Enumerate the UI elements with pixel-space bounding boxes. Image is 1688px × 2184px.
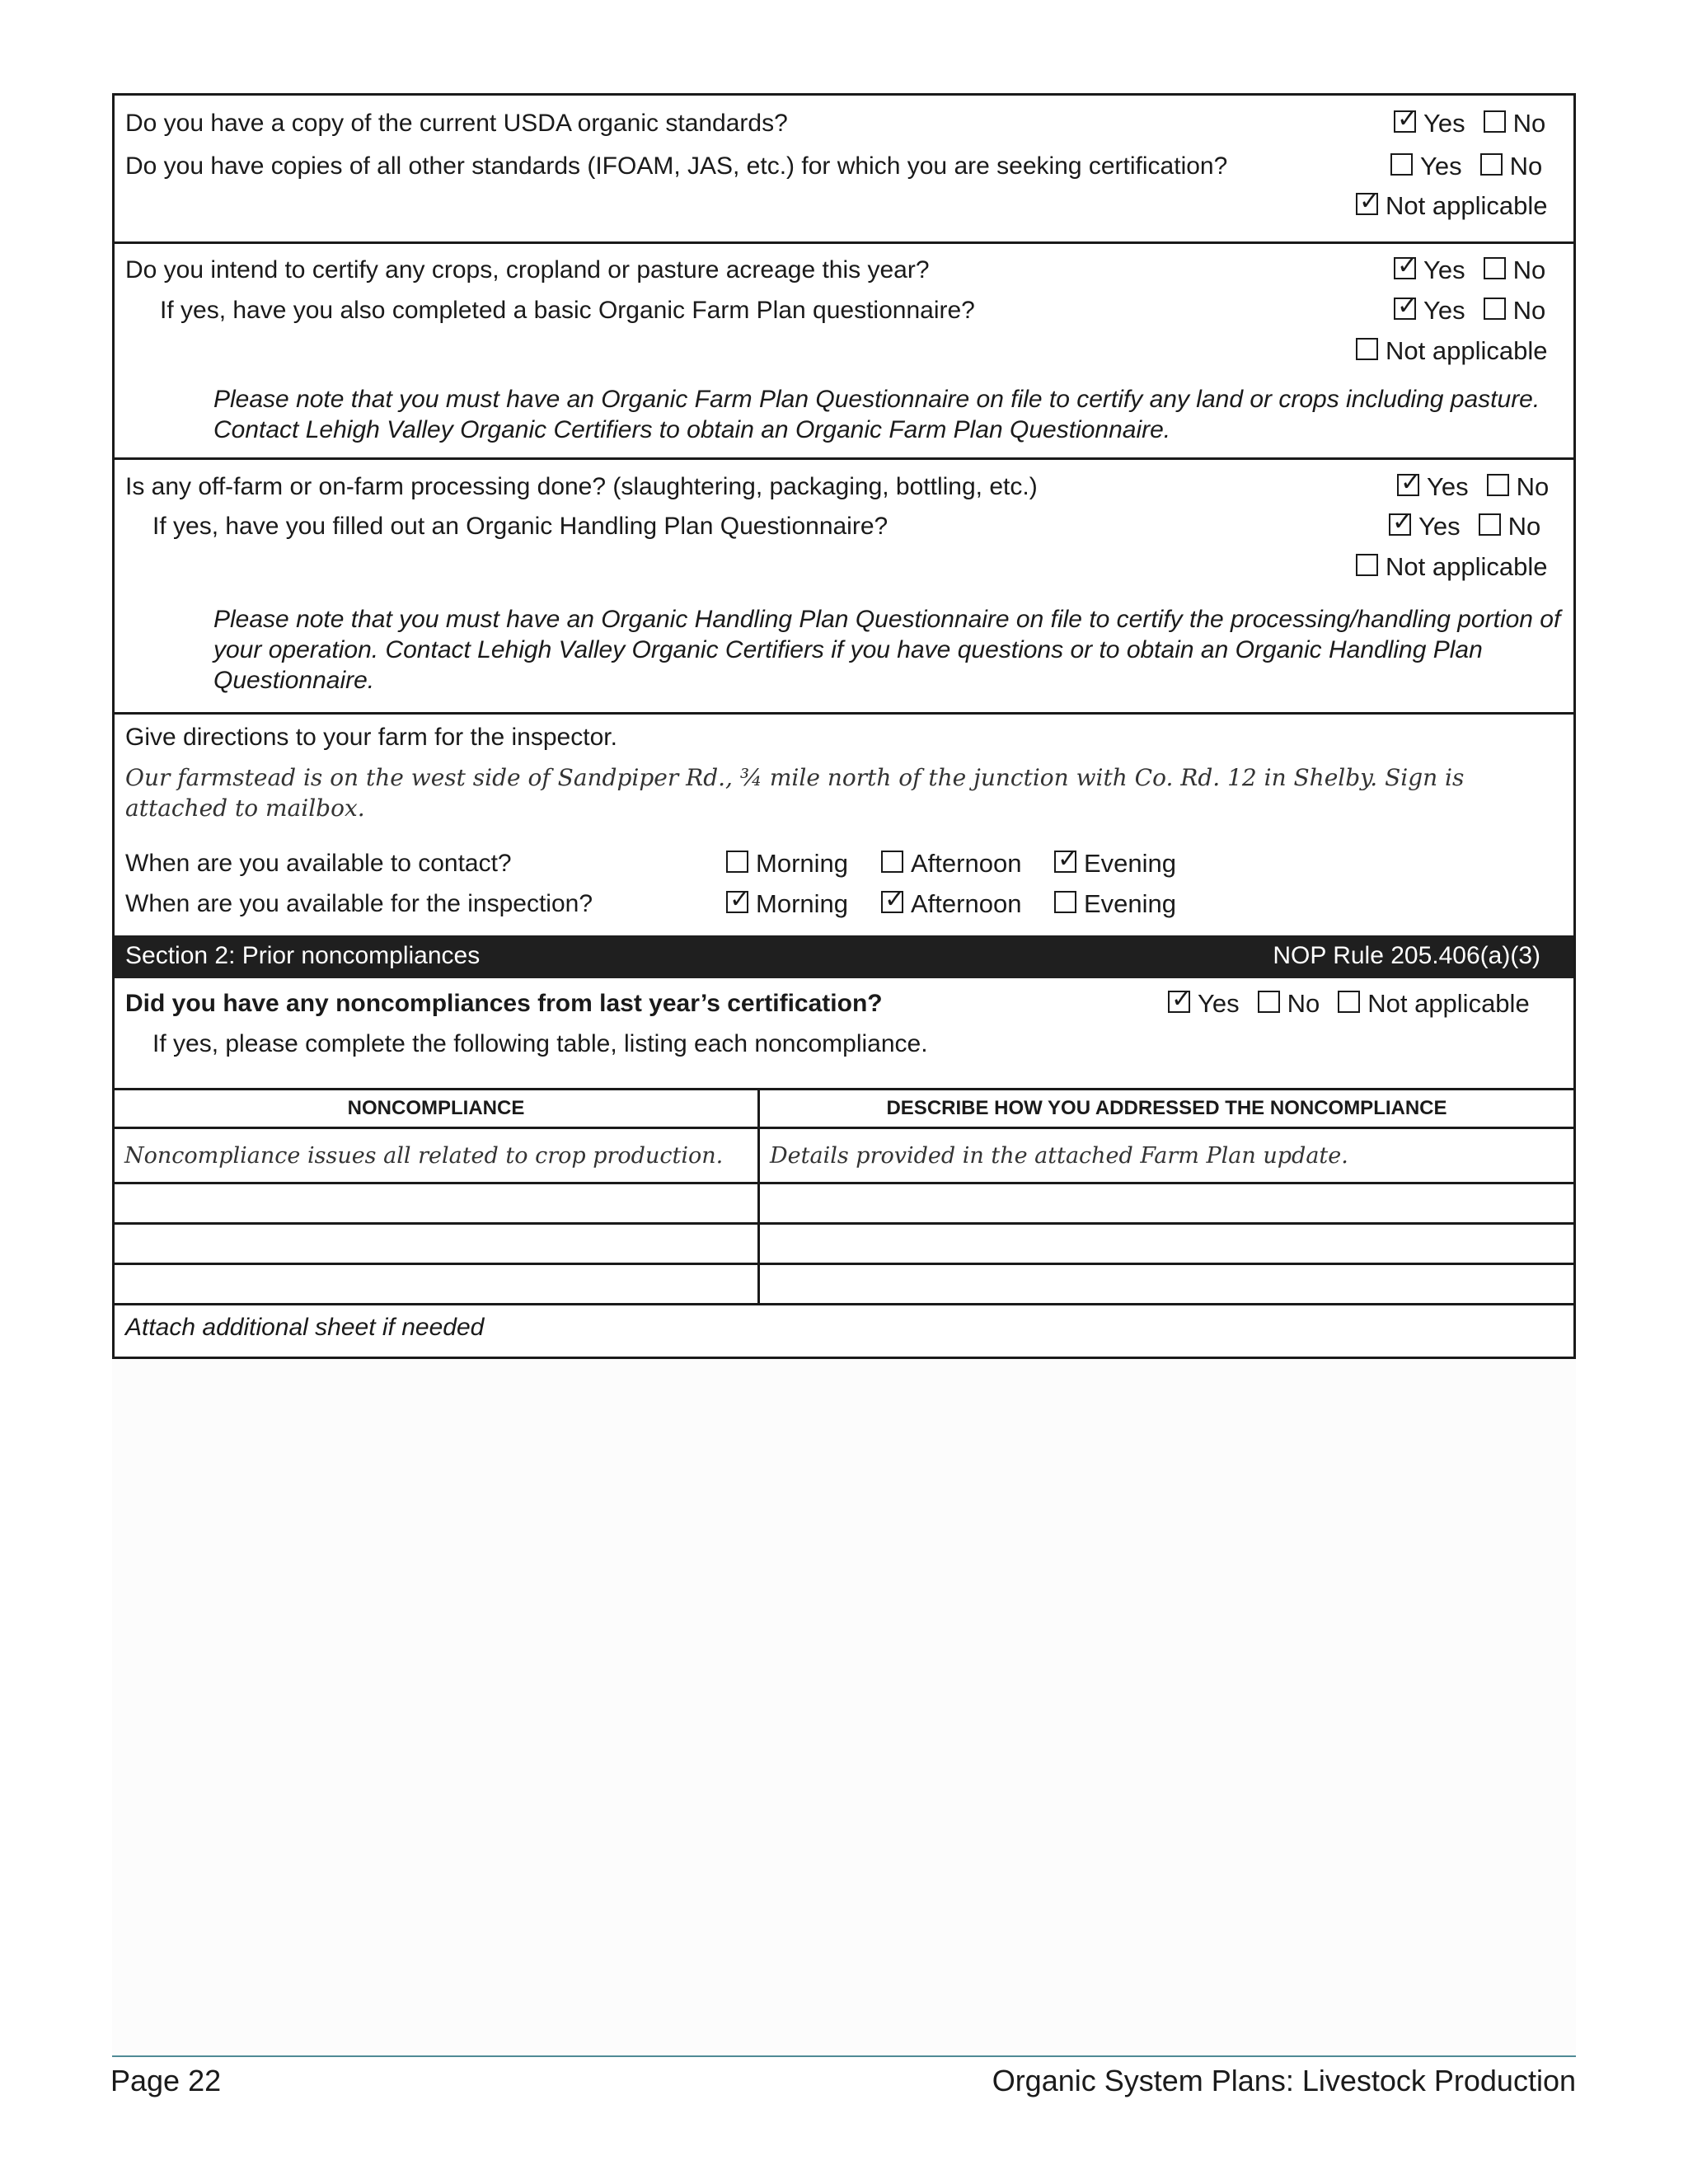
crops-question: Do you intend to certify any crops, cropland or pasture acreage this year? [125, 256, 930, 284]
section-2-header [115, 935, 1573, 978]
processing-question: Is any off-farm or on-farm processing done? (slaughtering, packaging, bottling, etc.) [125, 473, 1038, 500]
contact-availability-label: When are you available to contact? [125, 850, 512, 877]
noncompliance-cell[interactable]: Noncompliance issues all related to crop production. [114, 1128, 759, 1183]
addressed-cell[interactable] [759, 1224, 1575, 1264]
farm-plan-options [1394, 291, 1546, 326]
addressed-cell[interactable] [759, 1183, 1575, 1224]
table-row [114, 1264, 1575, 1305]
handling-yes-option[interactable]: ✓ Yes [1389, 512, 1461, 541]
addressed-column-header: DESCRIBE HOW YOU ADDRESSED THE NONCOMPLIANCE [759, 1090, 1575, 1128]
document-title: Organic System Plans: Livestock Production [992, 2064, 1576, 2097]
footer-rule [112, 2055, 1576, 2057]
inspection-availability-options [726, 884, 1177, 919]
checkbox-checked-icon[interactable]: ✓ [1394, 110, 1416, 133]
checkbox-icon[interactable] [1480, 153, 1503, 176]
contact-afternoon-option[interactable]: Afternoon [881, 849, 1038, 879]
other-na-option[interactable]: ✓ Not applicable [1356, 191, 1547, 221]
checkbox-checked-icon[interactable]: ✓ [881, 891, 903, 913]
table-row [114, 1183, 1575, 1224]
processing-section [115, 460, 1573, 715]
other-yes-option[interactable]: Yes [1390, 152, 1462, 181]
processing-yes-option[interactable]: ✓ Yes [1397, 472, 1469, 502]
nop-rule-reference: NOP Rule 205.406(a)(3) [1273, 942, 1540, 969]
checkbox-icon[interactable] [1054, 891, 1076, 913]
checkbox-checked-icon[interactable]: ✓ [1356, 193, 1378, 215]
directions-label: Give directions to your farm for the inspector. [125, 724, 617, 751]
handling-plan-options [1389, 507, 1541, 541]
contact-evening-option[interactable]: ✓ Evening [1054, 849, 1176, 879]
inspection-afternoon-option[interactable]: ✓ Afternoon [881, 889, 1038, 919]
checkbox-checked-icon[interactable]: ✓ [1168, 991, 1190, 1013]
checkbox-icon[interactable] [1356, 554, 1378, 576]
checkbox-icon[interactable] [1356, 338, 1378, 360]
farm-plan-no-option[interactable]: No [1484, 296, 1546, 326]
checkbox-checked-icon[interactable]: ✓ [1054, 851, 1076, 873]
farm-plan-question: If yes, have you also completed a basic Organic Farm Plan questionnaire? [160, 297, 975, 324]
handling-plan-note: Please note that you must have an Organic Handling Plan Questionnaire on file to certify the processing/handling portion of your operation. Contact Lehigh Valley Organic Certifiers if you have questions or to obtain an Organic Handling Plan Questionnaire. [213, 606, 1561, 694]
checkbox-icon[interactable] [1258, 991, 1280, 1013]
noncompliance-no-option[interactable]: No [1258, 989, 1320, 1019]
checkbox-icon[interactable] [1338, 991, 1360, 1013]
table-header-row [114, 1090, 1575, 1128]
noncompliance-question: Did you have any noncompliances from last year’s certification? [125, 990, 883, 1017]
table-row [114, 1224, 1575, 1264]
crops-yes-option[interactable]: ✓ Yes [1394, 255, 1465, 285]
noncompliance-options [1168, 984, 1530, 1019]
attach-note-row [115, 1305, 1573, 1357]
checkbox-checked-icon[interactable]: ✓ [1389, 513, 1411, 536]
noncompliance-na-option[interactable]: Not applicable [1338, 989, 1529, 1019]
section-2-title: Section 2: Prior noncompliances [125, 942, 481, 969]
checkbox-icon[interactable] [1484, 298, 1506, 320]
farm-plan-na [1356, 336, 1547, 366]
crops-section [115, 244, 1573, 460]
crops-no-option[interactable]: No [1484, 255, 1546, 285]
processing-no-option[interactable]: No [1487, 472, 1550, 502]
checkbox-icon[interactable] [1479, 513, 1501, 536]
checkbox-icon[interactable] [726, 851, 748, 873]
noncompliance-column-header: NONCOMPLIANCE [114, 1090, 759, 1128]
noncompliance-cell[interactable] [114, 1224, 759, 1264]
checkbox-icon[interactable] [1390, 153, 1413, 176]
handling-plan-na [1356, 552, 1547, 582]
noncompliance-table [112, 1088, 1576, 1305]
page-background-shade [112, 1358, 1576, 2054]
page-number: Page 22 [110, 2064, 222, 2097]
noncompliance-cell[interactable] [114, 1264, 759, 1305]
checkbox-icon[interactable] [881, 851, 903, 873]
table-row [114, 1128, 1575, 1183]
usda-yes-option[interactable]: ✓ Yes [1394, 109, 1465, 138]
checkbox-checked-icon[interactable]: ✓ [1397, 474, 1419, 496]
processing-options [1397, 467, 1550, 502]
checkbox-checked-icon[interactable]: ✓ [1394, 298, 1416, 320]
form-frame [112, 93, 1576, 1359]
checkbox-icon[interactable] [1484, 110, 1506, 133]
farm-plan-na-option[interactable]: Not applicable [1356, 336, 1547, 366]
checkbox-checked-icon[interactable]: ✓ [726, 891, 748, 913]
noncompliance-instruction: If yes, please complete the following table, listing each noncompliance. [152, 1030, 928, 1057]
directions-section [115, 715, 1573, 935]
checkbox-icon[interactable] [1487, 474, 1509, 496]
handling-no-option[interactable]: No [1479, 512, 1541, 541]
handling-plan-question: If yes, have you filled out an Organic Handling Plan Questionnaire? [152, 513, 889, 540]
directions-answer[interactable]: Our farmstead is on the west side of Sandpiper Rd., ¾ mile north of the junction with Co. Rd. 12 in Shelby. Sign is attached to mailbox. [125, 764, 1465, 822]
checkbox-checked-icon[interactable]: ✓ [1394, 257, 1416, 279]
contact-morning-option[interactable]: Morning [726, 849, 865, 879]
usda-no-option[interactable]: No [1484, 109, 1546, 138]
standards-section [115, 96, 1573, 244]
addressed-cell[interactable]: Details provided in the attached Farm Plan update. [759, 1128, 1575, 1183]
addressed-cell[interactable] [759, 1264, 1575, 1305]
crops-options [1394, 251, 1546, 285]
handling-na-option[interactable]: Not applicable [1356, 552, 1547, 582]
inspection-morning-option[interactable]: ✓ Morning [726, 889, 865, 919]
inspection-availability-label: When are you available for the inspection? [125, 890, 593, 917]
other-standards-na [1356, 186, 1548, 221]
contact-availability-options [726, 844, 1177, 879]
farm-plan-note: Please note that you must have an Organic Farm Plan Questionnaire on file to certify any land or crops including pasture. Contact Lehigh Valley Organic Certifiers to obtain an Organic Farm Plan Questionnaire. [213, 386, 1540, 443]
usda-standards-question: Do you have a copy of the current USDA organic standards? [125, 110, 788, 137]
attach-note: Attach additional sheet if needed [125, 1314, 485, 1341]
checkbox-icon[interactable] [1484, 257, 1506, 279]
other-no-option[interactable]: No [1480, 152, 1543, 181]
noncompliance-cell[interactable] [114, 1183, 759, 1224]
inspection-evening-option[interactable]: Evening [1054, 889, 1176, 919]
other-standards-options [1390, 152, 1542, 181]
usda-standards-options [1394, 104, 1546, 138]
noncompliance-yes-option[interactable]: ✓ Yes [1168, 989, 1240, 1019]
other-standards-question: Do you have copies of all other standards (IFOAM, JAS, etc.) for which you are seeking certification? [125, 152, 1228, 180]
farm-plan-yes-option[interactable]: ✓ Yes [1394, 296, 1465, 326]
noncompliance-question-section [115, 978, 1573, 1090]
